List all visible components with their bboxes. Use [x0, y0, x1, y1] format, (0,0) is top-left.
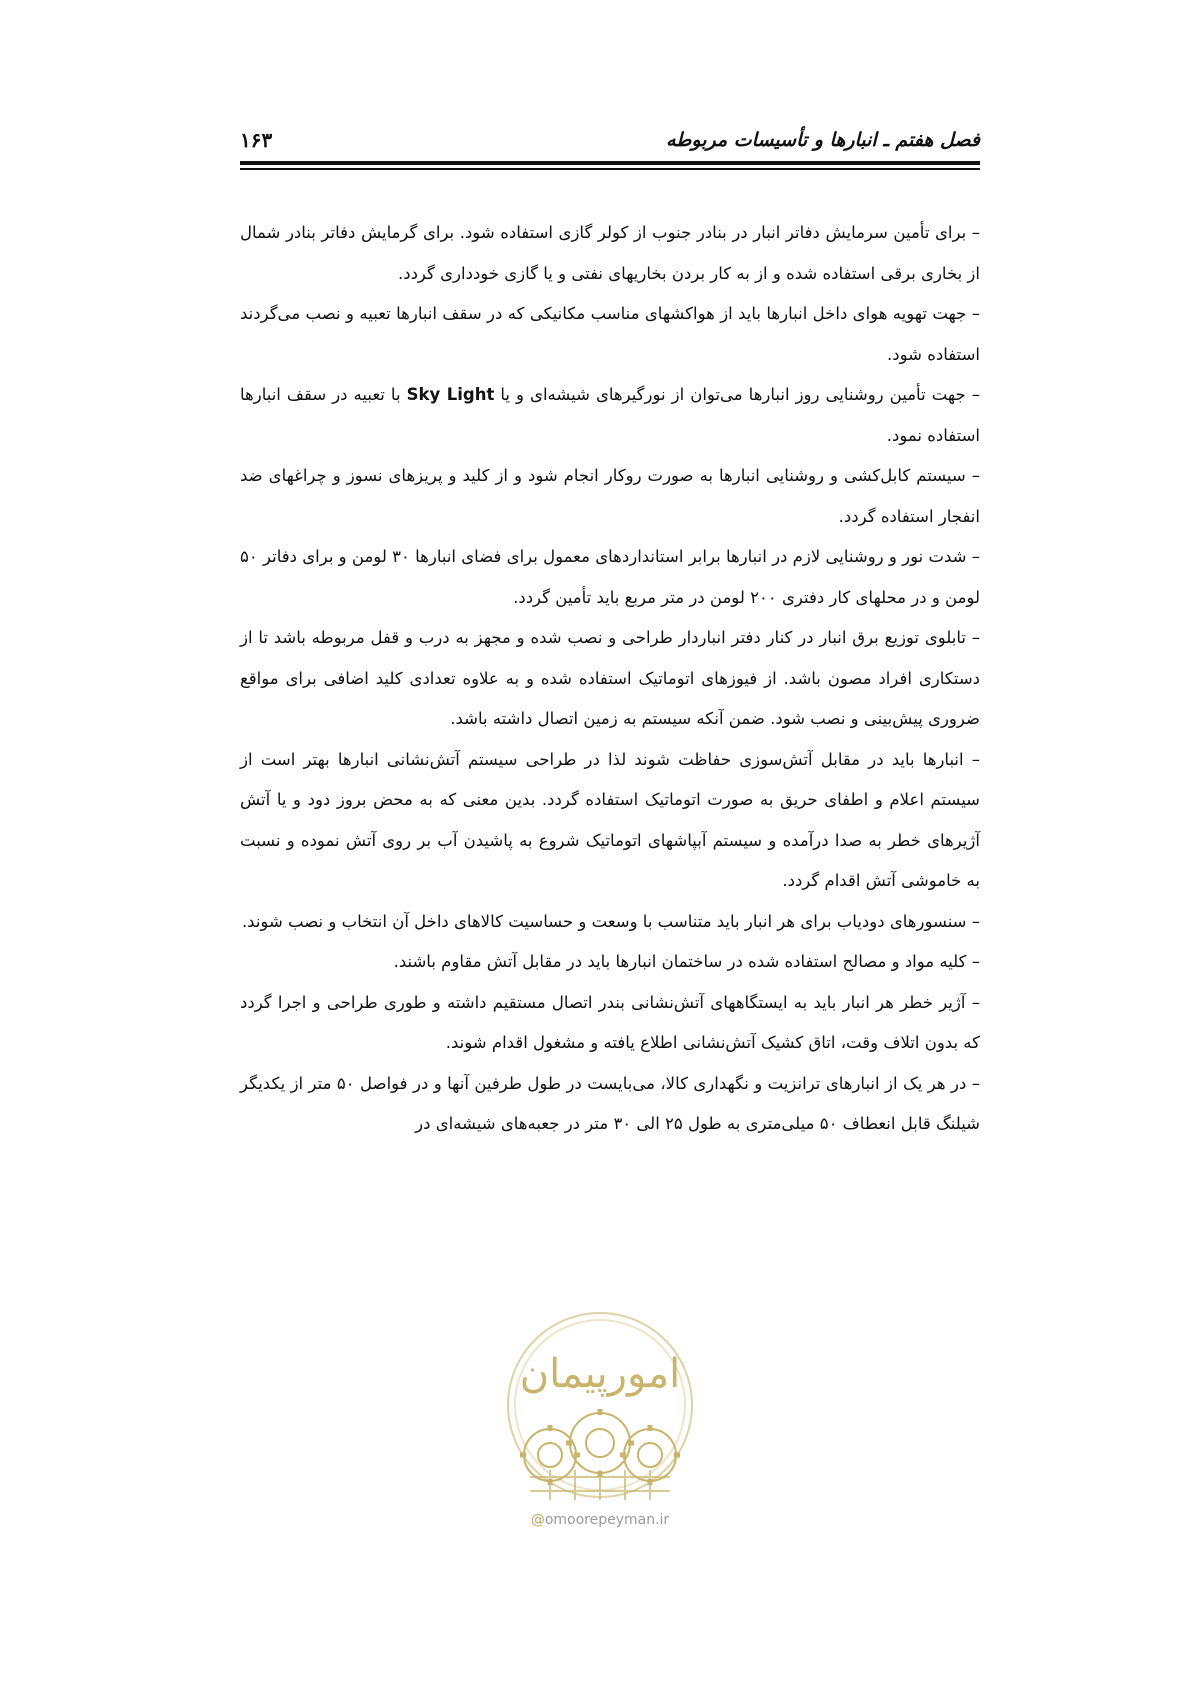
watermark-site: [490, 1512, 710, 1528]
paragraph: – تابلوی توزیع برق انبار در کنار دفتر انباردار طراحی و نصب شده و مجهز به درب و قفل مربوطه باشد تا از دستکاری افراد مصون باشد. از فیوزهای اتوماتیک استفاده شده و به علاوه تعدادی کلید اضافی برای مواقع ضروری پیش‌بینی و نصب شود. ضمن آنکه سیستم به زمین اتصال داشته باشد.: [240, 628, 980, 728]
paragraph: – برای تأمین سرمایش دفاتر انبار در بنادر جنوب از کولر گازی استفاده شود. برای گرمایش دفاتر بنادر شمال از بخاری برقی استفاده شده و از به کار بردن بخاریهای نفتی و یا گازی خودداری گردد.: [240, 223, 980, 283]
paragraph-text: – جهت تأمین روشنایی روز انبارها می‌توان از نورگیرهای شیشه‌ای و یا: [494, 385, 980, 404]
header-rule-thin: [240, 168, 980, 170]
paragraph: – آژیر خطر هر انبار باید به ایستگاههای آتش‌نشانی بندر اتصال مستقیم داشته و طوری طراحی و اجرا گردد که بدون اتلاف وقت، اتاق کشیک آتش‌نشانی اطلاع یافته و مشغول اقدام شوند.: [240, 992, 980, 1052]
paragraph-text: با تعبیه در سقف انبارها استفاده نمود.: [240, 385, 980, 445]
paragraph: – انبارها باید در مقابل آتش‌سوزی حفاظت شوند لذا در طراحی سیستم آتش‌نشانی انبارها بهتر است از سیستم اعلام و اطفای حریق به صورت اتوماتیک استفاده گردد. بدین معنی که به محض بروز دود و یا آتش آژیرهای خطر به صدا درآمده و سیستم آبپاشهای اتوماتیک شروع به پاشیدن آب بر روی آتش نموده و نسبت به خاموشی آتش اقدام گردد.: [240, 749, 980, 890]
paragraph: – در هر یک از انبارهای ترانزیت و نگهداری کالا، می‌بایست در طول طرفین آنها و در فواصل ۵۰ متر از یکدیگر شیلنگ قابل انعطاف ۵۰ میلی‌متری به طول ۲۵ الی ۳۰ متر در جعبه‌های شیشه‌ای در: [240, 1073, 980, 1133]
chapter-title: فصل هفتم ـ انبارها و تأسیسات مربوطه: [666, 129, 980, 151]
paragraph: [240, 375, 980, 456]
watermark-logo-text: امورپیمان: [519, 1351, 681, 1397]
paragraph: – شدت نور و روشنایی لازم در انبارها برابر استانداردهای معمول برای فضای انبارها ۳۰ لومن و برای دفاتر ۵۰ لومن و در محلهای کار دفتری ۲۰۰ لومن در متر مربع باید تأمین گردد.: [240, 547, 981, 607]
watermark-logo: [490, 1305, 710, 1505]
watermark-site-text: omoorepeyman.ir: [544, 1512, 670, 1528]
header-rule-thick: [240, 161, 980, 165]
paragraph: – کلیه مواد و مصالح استفاده شده در ساختمان انبارها باید در مقابل آتش مقاوم باشند.: [393, 952, 980, 971]
paragraph: – جهت تهویه هوای داخل انبارها باید از هواکشهای مناسب مکانیکی که در سقف انبارها تعبیه و نصب می‌گردند استفاده شود.: [240, 304, 980, 364]
watermark-site-prefix: @: [530, 1512, 545, 1528]
running-header: [240, 120, 980, 160]
page-number: ۱۶۳: [240, 128, 273, 152]
body-text: [240, 213, 980, 1145]
paragraph: – سنسورهای دودیاب برای هر انبار باید متناسب با وسعت و حساسیت کالاهای داخل آن انتخاب و نصب شوند.: [241, 911, 980, 931]
paragraph: – سیستم کابل‌کشی و روشنایی انبارها به صورت روکار انجام شود و از کلید و پریزهای نسوز و چراغهای ضد انفجار استفاده گردد.: [240, 466, 980, 526]
sky-light-term: Sky Light: [406, 385, 495, 404]
